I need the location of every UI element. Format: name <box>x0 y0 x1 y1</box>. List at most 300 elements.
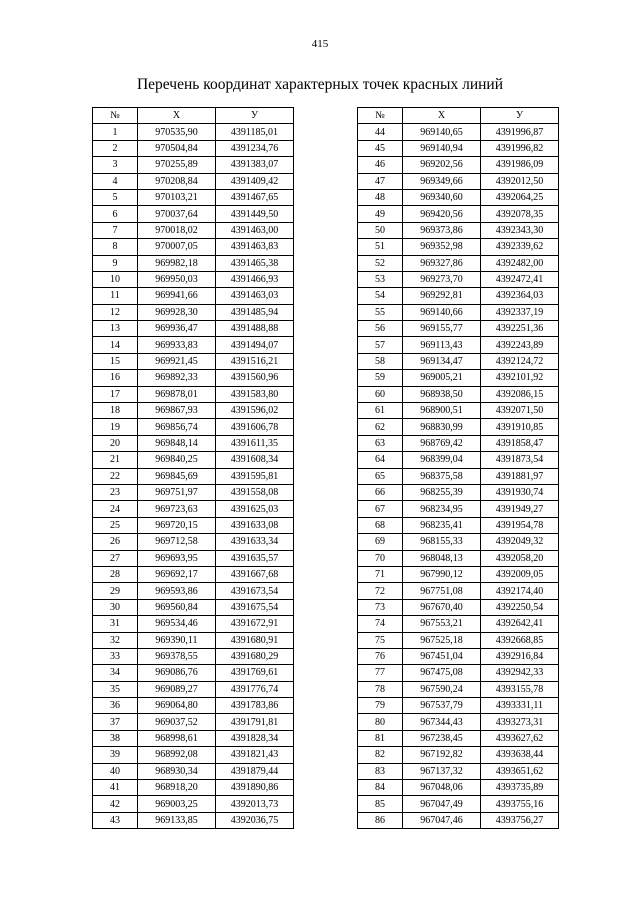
y-coordinate-cell: 4391608,34 <box>216 452 294 468</box>
table-row <box>358 599 559 615</box>
x-coordinate-cell: 969005,21 <box>403 370 481 386</box>
y-coordinate-cell: 4391449,50 <box>216 206 294 222</box>
y-coordinate-cell: 4391635,57 <box>216 550 294 566</box>
y-coordinate-cell: 4393735,89 <box>481 780 559 796</box>
point-number-cell: 50 <box>358 222 403 238</box>
y-coordinate-cell: 4391873,54 <box>481 452 559 468</box>
point-number-cell: 54 <box>358 288 403 304</box>
y-coordinate-cell: 4391890,86 <box>216 780 294 796</box>
table-row <box>93 632 294 648</box>
point-number-cell: 46 <box>358 157 403 173</box>
point-number-cell: 33 <box>93 648 138 664</box>
y-coordinate-cell: 4391625,03 <box>216 501 294 517</box>
coordinates-table-left <box>92 107 294 829</box>
x-coordinate-cell: 969692,17 <box>138 566 216 582</box>
point-number-cell: 21 <box>93 452 138 468</box>
point-number-cell: 37 <box>93 714 138 730</box>
y-coordinate-cell: 4392343,30 <box>481 222 559 238</box>
table-row <box>93 370 294 386</box>
point-number-cell: 73 <box>358 599 403 615</box>
table-row <box>93 616 294 632</box>
y-coordinate-cell: 4393155,78 <box>481 681 559 697</box>
point-number-cell: 35 <box>93 681 138 697</box>
point-number-cell: 80 <box>358 714 403 730</box>
y-coordinate-cell: 4392472,41 <box>481 271 559 287</box>
y-coordinate-cell: 4391954,78 <box>481 517 559 533</box>
point-number-cell: 24 <box>93 501 138 517</box>
point-number-cell: 11 <box>93 288 138 304</box>
table-row <box>358 140 559 156</box>
x-coordinate-cell: 967192,82 <box>403 747 481 763</box>
x-coordinate-cell: 967047,46 <box>403 812 481 828</box>
point-number-cell: 44 <box>358 124 403 140</box>
point-number-cell: 32 <box>93 632 138 648</box>
table-row <box>93 222 294 238</box>
y-coordinate-cell: 4391467,65 <box>216 189 294 205</box>
y-coordinate-cell: 4392058,20 <box>481 550 559 566</box>
point-number-cell: 17 <box>93 386 138 402</box>
point-number-cell: 76 <box>358 648 403 664</box>
point-number-cell: 74 <box>358 616 403 632</box>
x-coordinate-cell: 967751,08 <box>403 583 481 599</box>
table-row <box>358 173 559 189</box>
y-coordinate-cell: 4392064,25 <box>481 189 559 205</box>
point-number-cell: 30 <box>93 599 138 615</box>
x-coordinate-cell: 967047,49 <box>403 796 481 812</box>
y-coordinate-cell: 4391783,86 <box>216 698 294 714</box>
x-coordinate-cell: 968930,34 <box>138 763 216 779</box>
table-row <box>358 255 559 271</box>
point-number-cell: 58 <box>358 353 403 369</box>
y-coordinate-cell: 4391595,81 <box>216 468 294 484</box>
x-coordinate-cell: 969878,01 <box>138 386 216 402</box>
table-row <box>358 337 559 353</box>
table-row <box>93 124 294 140</box>
point-number-cell: 68 <box>358 517 403 533</box>
y-coordinate-cell: 4391675,54 <box>216 599 294 615</box>
y-coordinate-cell: 4391494,07 <box>216 337 294 353</box>
table-row <box>358 452 559 468</box>
point-number-cell: 42 <box>93 796 138 812</box>
point-number-cell: 59 <box>358 370 403 386</box>
x-coordinate-cell: 967344,43 <box>403 714 481 730</box>
x-coordinate-cell: 968255,39 <box>403 484 481 500</box>
x-coordinate-cell: 969390,11 <box>138 632 216 648</box>
x-coordinate-cell: 967537,79 <box>403 698 481 714</box>
table-row <box>93 583 294 599</box>
point-number-cell: 55 <box>358 304 403 320</box>
point-number-cell: 18 <box>93 403 138 419</box>
point-number-cell: 15 <box>93 353 138 369</box>
point-number-cell: 34 <box>93 665 138 681</box>
table-row <box>358 616 559 632</box>
x-coordinate-cell: 970018,02 <box>138 222 216 238</box>
x-coordinate-cell: 967525,18 <box>403 632 481 648</box>
y-coordinate-cell: 4391680,91 <box>216 632 294 648</box>
table-row <box>93 304 294 320</box>
point-number-cell: 7 <box>93 222 138 238</box>
table-row <box>358 288 559 304</box>
y-coordinate-cell: 4391996,82 <box>481 140 559 156</box>
table-row <box>93 648 294 664</box>
table-row <box>358 386 559 402</box>
y-coordinate-cell: 4391858,47 <box>481 435 559 451</box>
x-coordinate-cell: 969134,47 <box>403 353 481 369</box>
point-number-cell: 16 <box>93 370 138 386</box>
table-row <box>93 747 294 763</box>
table-row <box>93 730 294 746</box>
point-number-cell: 66 <box>358 484 403 500</box>
point-number-cell: 14 <box>93 337 138 353</box>
x-coordinate-cell: 969140,66 <box>403 304 481 320</box>
table-row <box>93 140 294 156</box>
x-coordinate-cell: 970007,05 <box>138 239 216 255</box>
table-row <box>358 681 559 697</box>
table-row <box>93 698 294 714</box>
table-row <box>93 353 294 369</box>
x-coordinate-cell: 967590,24 <box>403 681 481 697</box>
x-coordinate-cell: 968235,41 <box>403 517 481 533</box>
y-coordinate-cell: 4392243,89 <box>481 337 559 353</box>
point-number-cell: 23 <box>93 484 138 500</box>
y-coordinate-cell: 4391485,94 <box>216 304 294 320</box>
y-coordinate-cell: 4391680,29 <box>216 648 294 664</box>
x-coordinate-cell: 967990,12 <box>403 566 481 582</box>
x-coordinate-cell: 969352,98 <box>403 239 481 255</box>
header-number: № <box>93 108 138 124</box>
y-coordinate-cell: 4391776,74 <box>216 681 294 697</box>
y-coordinate-cell: 4391596,02 <box>216 403 294 419</box>
table-row <box>93 566 294 582</box>
y-coordinate-cell: 4391463,00 <box>216 222 294 238</box>
point-number-cell: 26 <box>93 534 138 550</box>
header-number: № <box>358 108 403 124</box>
point-number-cell: 47 <box>358 173 403 189</box>
table-row <box>93 386 294 402</box>
y-coordinate-cell: 4391516,21 <box>216 353 294 369</box>
point-number-cell: 52 <box>358 255 403 271</box>
point-number-cell: 22 <box>93 468 138 484</box>
table-row <box>358 206 559 222</box>
y-coordinate-cell: 4392086,15 <box>481 386 559 402</box>
header-y: У <box>481 108 559 124</box>
table-row <box>93 271 294 287</box>
y-coordinate-cell: 4391996,87 <box>481 124 559 140</box>
table-row <box>93 173 294 189</box>
header-x: Х <box>403 108 481 124</box>
x-coordinate-cell: 967475,08 <box>403 665 481 681</box>
point-number-cell: 61 <box>358 403 403 419</box>
x-coordinate-cell: 969928,30 <box>138 304 216 320</box>
point-number-cell: 84 <box>358 780 403 796</box>
x-coordinate-cell: 969936,47 <box>138 321 216 337</box>
y-coordinate-cell: 4393627,62 <box>481 730 559 746</box>
y-coordinate-cell: 4391673,54 <box>216 583 294 599</box>
x-coordinate-cell: 967451,04 <box>403 648 481 664</box>
y-coordinate-cell: 4391558,08 <box>216 484 294 500</box>
point-number-cell: 49 <box>358 206 403 222</box>
table-row <box>93 288 294 304</box>
point-number-cell: 39 <box>93 747 138 763</box>
point-number-cell: 86 <box>358 812 403 828</box>
point-number-cell: 56 <box>358 321 403 337</box>
y-coordinate-cell: 4392916,84 <box>481 648 559 664</box>
y-coordinate-cell: 4391910,85 <box>481 419 559 435</box>
y-coordinate-cell: 4391606,78 <box>216 419 294 435</box>
table-row <box>93 189 294 205</box>
point-number-cell: 45 <box>358 140 403 156</box>
y-coordinate-cell: 4392250,54 <box>481 599 559 615</box>
x-coordinate-cell: 969140,65 <box>403 124 481 140</box>
x-coordinate-cell: 970037,64 <box>138 206 216 222</box>
table-row <box>93 665 294 681</box>
y-coordinate-cell: 4392642,41 <box>481 616 559 632</box>
x-coordinate-cell: 969003,25 <box>138 796 216 812</box>
x-coordinate-cell: 968048,13 <box>403 550 481 566</box>
x-coordinate-cell: 968155,33 <box>403 534 481 550</box>
x-coordinate-cell: 969037,52 <box>138 714 216 730</box>
y-coordinate-cell: 4391463,03 <box>216 288 294 304</box>
y-coordinate-cell: 4392482,00 <box>481 255 559 271</box>
table-row <box>358 222 559 238</box>
point-number-cell: 69 <box>358 534 403 550</box>
table-row <box>93 780 294 796</box>
page-title: Перечень координат характерных точек красных линий <box>136 76 504 93</box>
table-row <box>93 714 294 730</box>
table-row <box>358 419 559 435</box>
x-coordinate-cell: 969856,74 <box>138 419 216 435</box>
table-row <box>358 747 559 763</box>
table-row <box>358 796 559 812</box>
point-number-cell: 27 <box>93 550 138 566</box>
table-row <box>358 632 559 648</box>
table-row <box>358 714 559 730</box>
point-number-cell: 38 <box>93 730 138 746</box>
table-row <box>93 419 294 435</box>
table-header-row <box>358 108 559 124</box>
y-coordinate-cell: 4393651,62 <box>481 763 559 779</box>
x-coordinate-cell: 969089,27 <box>138 681 216 697</box>
table-row <box>93 681 294 697</box>
point-number-cell: 83 <box>358 763 403 779</box>
table-row <box>358 484 559 500</box>
y-coordinate-cell: 4392337,19 <box>481 304 559 320</box>
x-coordinate-cell: 968992,08 <box>138 747 216 763</box>
x-coordinate-cell: 969133,85 <box>138 812 216 828</box>
x-coordinate-cell: 968769,42 <box>403 435 481 451</box>
x-coordinate-cell: 969534,46 <box>138 616 216 632</box>
x-coordinate-cell: 970255,89 <box>138 157 216 173</box>
y-coordinate-cell: 4391667,68 <box>216 566 294 582</box>
table-row <box>358 730 559 746</box>
table-row <box>358 648 559 664</box>
table-row <box>358 583 559 599</box>
point-number-cell: 71 <box>358 566 403 582</box>
header-y: У <box>216 108 294 124</box>
point-number-cell: 41 <box>93 780 138 796</box>
table-row <box>93 206 294 222</box>
point-number-cell: 10 <box>93 271 138 287</box>
point-number-cell: 81 <box>358 730 403 746</box>
table-row <box>93 435 294 451</box>
table-row <box>93 157 294 173</box>
x-coordinate-cell: 967048,06 <box>403 780 481 796</box>
x-coordinate-cell: 969420,56 <box>403 206 481 222</box>
y-coordinate-cell: 4391488,88 <box>216 321 294 337</box>
y-coordinate-cell: 4392364,03 <box>481 288 559 304</box>
y-coordinate-cell: 4391930,74 <box>481 484 559 500</box>
x-coordinate-cell: 968918,20 <box>138 780 216 796</box>
point-number-cell: 64 <box>358 452 403 468</box>
y-coordinate-cell: 4391185,01 <box>216 124 294 140</box>
table-row <box>358 468 559 484</box>
table-row <box>358 550 559 566</box>
x-coordinate-cell: 968830,99 <box>403 419 481 435</box>
x-coordinate-cell: 969723,63 <box>138 501 216 517</box>
x-coordinate-cell: 969751,97 <box>138 484 216 500</box>
y-coordinate-cell: 4392036,75 <box>216 812 294 828</box>
x-coordinate-cell: 969720,15 <box>138 517 216 533</box>
x-coordinate-cell: 969378,55 <box>138 648 216 664</box>
header-x: Х <box>138 108 216 124</box>
table-row <box>93 599 294 615</box>
y-coordinate-cell: 4391409,42 <box>216 173 294 189</box>
point-number-cell: 1 <box>93 124 138 140</box>
y-coordinate-cell: 4391821,43 <box>216 747 294 763</box>
point-number-cell: 75 <box>358 632 403 648</box>
x-coordinate-cell: 968900,51 <box>403 403 481 419</box>
point-number-cell: 13 <box>93 321 138 337</box>
y-coordinate-cell: 4392339,62 <box>481 239 559 255</box>
point-number-cell: 85 <box>358 796 403 812</box>
point-number-cell: 60 <box>358 386 403 402</box>
table-row <box>93 403 294 419</box>
point-number-cell: 4 <box>93 173 138 189</box>
y-coordinate-cell: 4391986,09 <box>481 157 559 173</box>
table-row <box>93 550 294 566</box>
y-coordinate-cell: 4391828,34 <box>216 730 294 746</box>
table-row <box>358 353 559 369</box>
y-coordinate-cell: 4391463,83 <box>216 239 294 255</box>
y-coordinate-cell: 4391583,80 <box>216 386 294 402</box>
x-coordinate-cell: 969273,70 <box>403 271 481 287</box>
point-number-cell: 72 <box>358 583 403 599</box>
y-coordinate-cell: 4391949,27 <box>481 501 559 517</box>
x-coordinate-cell: 968234,95 <box>403 501 481 517</box>
x-coordinate-cell: 969845,69 <box>138 468 216 484</box>
y-coordinate-cell: 4391672,91 <box>216 616 294 632</box>
x-coordinate-cell: 968938,50 <box>403 386 481 402</box>
table-row <box>358 534 559 550</box>
x-coordinate-cell: 968399,04 <box>403 452 481 468</box>
table-row <box>358 304 559 320</box>
x-coordinate-cell: 967137,32 <box>403 763 481 779</box>
table-row <box>93 534 294 550</box>
x-coordinate-cell: 969349,66 <box>403 173 481 189</box>
y-coordinate-cell: 4392251,36 <box>481 321 559 337</box>
x-coordinate-cell: 969340,60 <box>403 189 481 205</box>
table-row <box>358 517 559 533</box>
table-row <box>358 435 559 451</box>
y-coordinate-cell: 4392942,33 <box>481 665 559 681</box>
y-coordinate-cell: 4391881,97 <box>481 468 559 484</box>
table-row <box>358 370 559 386</box>
point-number-cell: 12 <box>93 304 138 320</box>
y-coordinate-cell: 4392071,50 <box>481 403 559 419</box>
point-number-cell: 28 <box>93 566 138 582</box>
x-coordinate-cell: 969867,93 <box>138 403 216 419</box>
table-row <box>93 468 294 484</box>
table-row <box>93 517 294 533</box>
y-coordinate-cell: 4391879,44 <box>216 763 294 779</box>
x-coordinate-cell: 969892,33 <box>138 370 216 386</box>
table-row <box>358 812 559 828</box>
y-coordinate-cell: 4393331,11 <box>481 698 559 714</box>
table-row <box>93 796 294 812</box>
point-number-cell: 6 <box>93 206 138 222</box>
table-row <box>358 189 559 205</box>
y-coordinate-cell: 4393756,27 <box>481 812 559 828</box>
x-coordinate-cell: 969593,86 <box>138 583 216 599</box>
point-number-cell: 57 <box>358 337 403 353</box>
y-coordinate-cell: 4392124,72 <box>481 353 559 369</box>
x-coordinate-cell: 968375,58 <box>403 468 481 484</box>
table-row <box>93 812 294 828</box>
y-coordinate-cell: 4391234,76 <box>216 140 294 156</box>
x-coordinate-cell: 970504,84 <box>138 140 216 156</box>
point-number-cell: 19 <box>93 419 138 435</box>
table-row <box>93 255 294 271</box>
table-row <box>358 501 559 517</box>
point-number-cell: 43 <box>93 812 138 828</box>
x-coordinate-cell: 967670,40 <box>403 599 481 615</box>
x-coordinate-cell: 969933,83 <box>138 337 216 353</box>
x-coordinate-cell: 969560,84 <box>138 599 216 615</box>
table-row <box>93 763 294 779</box>
coordinates-table-right <box>357 107 559 829</box>
x-coordinate-cell: 969113,43 <box>403 337 481 353</box>
point-number-cell: 29 <box>93 583 138 599</box>
point-number-cell: 70 <box>358 550 403 566</box>
point-number-cell: 2 <box>93 140 138 156</box>
x-coordinate-cell: 969921,45 <box>138 353 216 369</box>
page-number: 415 <box>311 38 329 50</box>
x-coordinate-cell: 969941,66 <box>138 288 216 304</box>
y-coordinate-cell: 4391769,61 <box>216 665 294 681</box>
x-coordinate-cell: 967553,21 <box>403 616 481 632</box>
table-row <box>358 124 559 140</box>
x-coordinate-cell: 969848,14 <box>138 435 216 451</box>
x-coordinate-cell: 969140,94 <box>403 140 481 156</box>
y-coordinate-cell: 4392668,85 <box>481 632 559 648</box>
point-number-cell: 9 <box>93 255 138 271</box>
point-number-cell: 53 <box>358 271 403 287</box>
x-coordinate-cell: 970103,21 <box>138 189 216 205</box>
point-number-cell: 67 <box>358 501 403 517</box>
table-row <box>358 271 559 287</box>
y-coordinate-cell: 4392174,40 <box>481 583 559 599</box>
point-number-cell: 63 <box>358 435 403 451</box>
y-coordinate-cell: 4391791,81 <box>216 714 294 730</box>
point-number-cell: 77 <box>358 665 403 681</box>
table-row <box>93 337 294 353</box>
table-row <box>358 566 559 582</box>
point-number-cell: 79 <box>358 698 403 714</box>
table-row <box>358 157 559 173</box>
y-coordinate-cell: 4392009,05 <box>481 566 559 582</box>
y-coordinate-cell: 4391611,35 <box>216 435 294 451</box>
table-row <box>93 321 294 337</box>
